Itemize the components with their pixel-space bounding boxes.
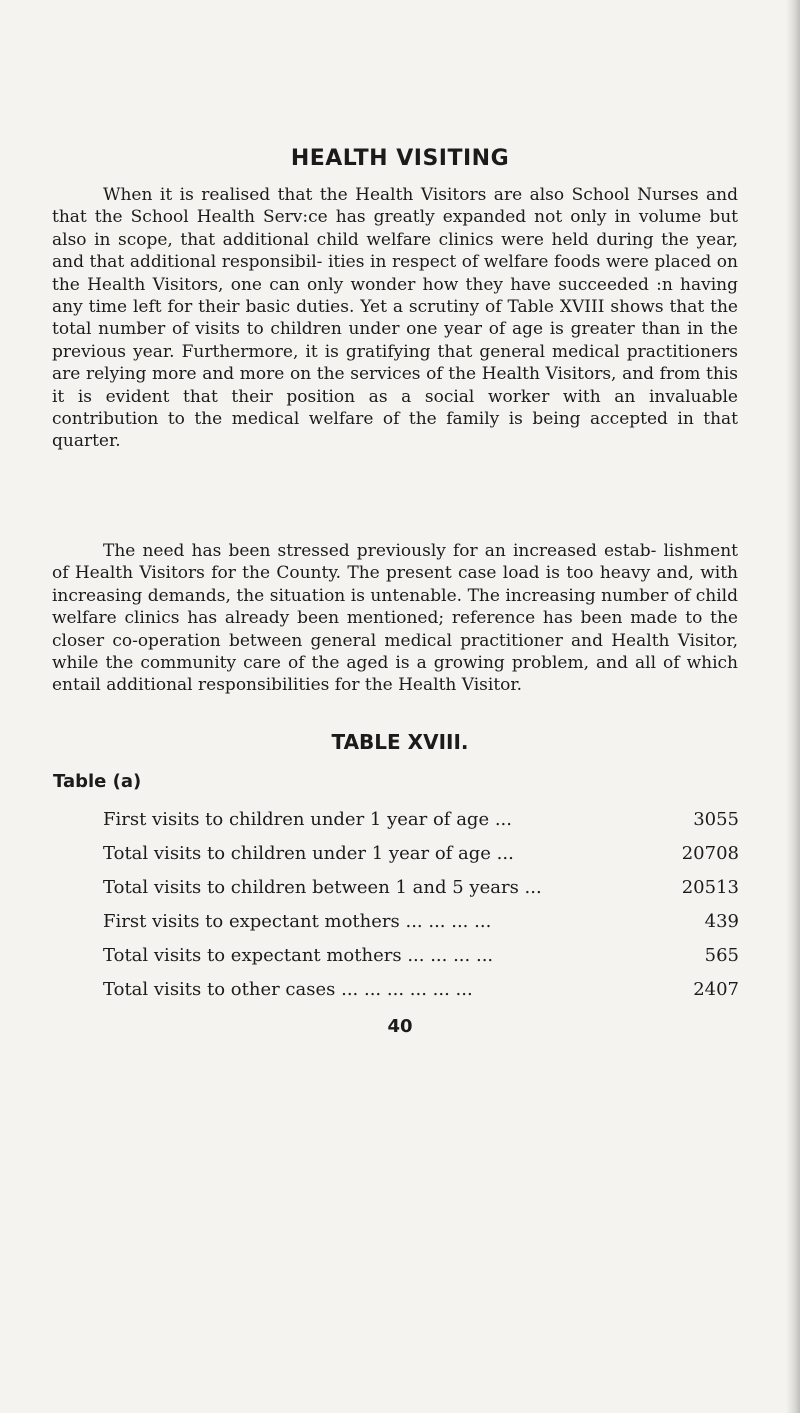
row-value: 565 <box>704 945 739 966</box>
table-row <box>103 973 739 1007</box>
row-label: First visits to children under 1 year of age ... <box>103 809 512 830</box>
row-value: 2407 <box>693 979 739 1000</box>
row-value: 439 <box>704 911 739 932</box>
page-number: 40 <box>387 1016 413 1037</box>
row-label: First visits to expectant mothers ... ... ... ... <box>103 911 492 932</box>
table-row <box>103 905 739 939</box>
page-edge-shadow <box>786 0 800 1413</box>
table-row <box>103 803 739 837</box>
table-row <box>103 871 739 905</box>
row-value: 3055 <box>693 809 739 830</box>
body-paragraph-2: The need has been stressed previously for an increased estab- lishment of Health Visitors for the County. The present case load is too heavy and, with increasing demands, the situation is untenable. The increasing number of child welfare clinics has already been mentioned; reference has been made to the closer co-operation between general medical practitioner and Health Visitor, while the community care of the aged is a growing problem, and all of which entail additional responsibilities for the Health Visitor. <box>52 541 738 696</box>
row-label: Total visits to children between 1 and 5 years ... <box>103 877 542 898</box>
row-value: 20708 <box>681 843 739 864</box>
row-label: Total visits to expectant mothers ... ... ... ... <box>103 945 494 966</box>
visits-table <box>103 803 739 1007</box>
row-label: Total visits to children under 1 year of age ... <box>103 843 514 864</box>
table-row <box>103 939 739 973</box>
row-label: Total visits to other cases ... ... ... ... ... ... <box>103 979 473 1000</box>
row-value: 20513 <box>681 877 739 898</box>
table-title: TABLE XVIII. <box>331 730 469 754</box>
table-subtitle: Table (a) <box>53 771 142 792</box>
table-row <box>103 837 739 871</box>
page-title: HEALTH VISITING <box>290 146 510 171</box>
body-paragraph-1: When it is realised that the Health Visitors are also School Nurses and that the School Health Serv:ce has greatly expanded not only in volume but also in scope, that additional child welfare clinics were held during the year, and that additional responsibil- ities in respect of welfare foods were placed on the Health Visitors, one can only wonder how they have succeeded :n having any time left for their basic duties. Yet a scrutiny of Table XVIII shows that the total number of visits to children under one year of age is greater than in the previous year. Furthermore, it is gratifying that general medical practitioners are relying more and more on the services of the Health Visitors, and from this it is evident that their position as a social worker with an invaluable contribution to the medical welfare of the family is being accepted in that quarter. <box>52 185 738 452</box>
